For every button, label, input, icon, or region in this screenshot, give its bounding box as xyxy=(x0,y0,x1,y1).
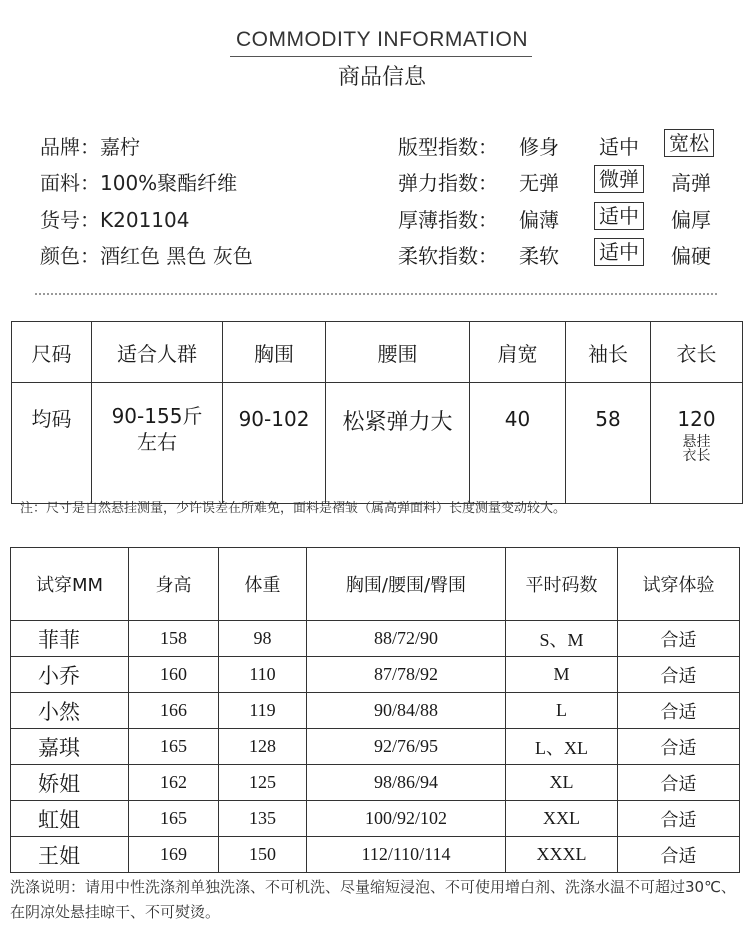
thickness-index-option: 偏薄 xyxy=(519,208,559,232)
fit-index xyxy=(398,131,728,161)
length-note: 悬挂 xyxy=(682,434,711,450)
table-row xyxy=(11,657,740,693)
model-name: 小然 xyxy=(11,693,129,729)
fit-index-option-selected: 宽松 xyxy=(664,129,714,157)
table-row xyxy=(11,765,740,801)
model-name: 嘉琪 xyxy=(11,729,129,765)
waist-cell: 松紧弹力大 xyxy=(326,383,470,504)
header-divider xyxy=(230,56,532,57)
usual-size-cell: S、M xyxy=(506,621,618,657)
fabric-info: 面料：100%聚酯纤维 xyxy=(40,171,238,195)
try-on-table-header xyxy=(11,548,740,621)
measurement-note: 注：尺寸是自然悬挂测量，少许误差在所难免，面料是褶皱（属高弹面料）长度测量变动较大。 xyxy=(20,501,567,516)
weight-cell: 135 xyxy=(219,801,307,837)
header-cell: 适合人群 xyxy=(92,322,223,383)
measure-cell: 88/72/90 xyxy=(307,621,506,657)
height-cell: 160 xyxy=(129,657,219,693)
measure-cell: 100/92/102 xyxy=(307,801,506,837)
softness-index xyxy=(398,240,728,270)
height-cell: 165 xyxy=(129,801,219,837)
weight-cell: 110 xyxy=(219,657,307,693)
length-value: 120 xyxy=(677,407,716,431)
header-cell: 尺码 xyxy=(12,322,92,383)
group-cell xyxy=(92,383,223,504)
usual-size-cell: XL xyxy=(506,765,618,801)
header-cell: 平时码数 xyxy=(506,548,618,621)
measure-cell: 98/86/94 xyxy=(307,765,506,801)
thickness-index-label: 厚薄指数： xyxy=(398,208,498,232)
header-cell: 腰围 xyxy=(326,322,470,383)
model-name: 菲菲 xyxy=(11,621,129,657)
size-cell: 均码 xyxy=(12,383,92,504)
table-row xyxy=(11,729,740,765)
try-on-table xyxy=(10,547,740,873)
header-cell: 试穿MM xyxy=(11,548,129,621)
weight-cell: 98 xyxy=(219,621,307,657)
model-name: 小乔 xyxy=(11,657,129,693)
washing-instructions: 洗涤说明：请用中性洗涤剂单独洗涤、不可机洗、尽量缩短浸泡、不可使用增白剂、洗涤水温不可超过30℃、在阴凉处悬挂晾干、不可熨烫。 xyxy=(10,878,736,921)
group-line: 90-155斤 xyxy=(111,404,203,428)
brand-info: 品牌：嘉柠 xyxy=(40,135,140,159)
thickness-index-option-selected: 适中 xyxy=(594,202,644,230)
experience-cell: 合适 xyxy=(618,657,740,693)
header-cell: 体重 xyxy=(219,548,307,621)
size-table-row xyxy=(12,383,743,504)
group-line: 左右 xyxy=(137,430,177,454)
header-title-cn: 商品信息 xyxy=(337,65,426,90)
weight-cell: 128 xyxy=(219,729,307,765)
size-table-header xyxy=(12,322,743,383)
model-name: 娇姐 xyxy=(11,765,129,801)
height-cell: 162 xyxy=(129,765,219,801)
model-name: 王姐 xyxy=(11,837,129,873)
table-row xyxy=(11,693,740,729)
experience-cell: 合适 xyxy=(618,765,740,801)
model-name: 虹姐 xyxy=(11,801,129,837)
length-cell xyxy=(651,383,743,504)
stretch-index xyxy=(398,167,728,197)
weight-cell: 125 xyxy=(219,765,307,801)
header-title-en: COMMODITY INFORMATION xyxy=(235,28,529,51)
thickness-index xyxy=(398,204,728,234)
length-note: 衣长 xyxy=(682,448,711,464)
experience-cell: 合适 xyxy=(618,801,740,837)
height-cell: 165 xyxy=(129,729,219,765)
softness-index-option: 偏硬 xyxy=(671,244,711,268)
usual-size-cell: L、XL xyxy=(506,729,618,765)
usual-size-cell: M xyxy=(506,657,618,693)
measure-cell: 90/84/88 xyxy=(307,693,506,729)
height-cell: 169 xyxy=(129,837,219,873)
table-row xyxy=(11,621,740,657)
header-cell: 试穿体验 xyxy=(618,548,740,621)
experience-cell: 合适 xyxy=(618,729,740,765)
measure-cell: 92/76/95 xyxy=(307,729,506,765)
chest-cell: 90-102 xyxy=(223,383,326,504)
height-cell: 166 xyxy=(129,693,219,729)
color-info: 颜色：酒红色 黑色 灰色 xyxy=(40,244,253,268)
measure-cell: 112/110/114 xyxy=(307,837,506,873)
weight-cell: 150 xyxy=(219,837,307,873)
fit-index-option: 适中 xyxy=(599,135,639,159)
stretch-index-label: 弹力指数： xyxy=(398,171,498,195)
dotted-divider xyxy=(35,293,717,295)
experience-cell: 合适 xyxy=(618,693,740,729)
shoulder-cell: 40 xyxy=(470,383,566,504)
softness-index-option-selected: 适中 xyxy=(594,238,644,266)
measure-cell: 87/78/92 xyxy=(307,657,506,693)
stretch-index-option: 高弹 xyxy=(671,171,711,195)
fit-index-option: 修身 xyxy=(519,135,559,159)
softness-index-label: 柔软指数： xyxy=(398,244,498,268)
experience-cell: 合适 xyxy=(618,621,740,657)
height-cell: 158 xyxy=(129,621,219,657)
stretch-index-option: 无弹 xyxy=(519,171,559,195)
header-cell: 袖长 xyxy=(566,322,651,383)
sleeve-cell: 58 xyxy=(566,383,651,504)
experience-cell: 合适 xyxy=(618,837,740,873)
header-cell: 胸围 xyxy=(223,322,326,383)
usual-size-cell: XXXL xyxy=(506,837,618,873)
usual-size-cell: XXL xyxy=(506,801,618,837)
header-cell: 肩宽 xyxy=(470,322,566,383)
stretch-index-option-selected: 微弹 xyxy=(594,165,644,193)
size-table xyxy=(11,321,743,504)
header-cell: 身高 xyxy=(129,548,219,621)
softness-index-option: 柔软 xyxy=(519,244,559,268)
usual-size-cell: L xyxy=(506,693,618,729)
header-cell: 衣长 xyxy=(651,322,743,383)
sku-info: 货号：K201104 xyxy=(40,208,190,232)
table-row xyxy=(11,801,740,837)
table-row xyxy=(11,837,740,873)
fit-index-label: 版型指数： xyxy=(398,135,498,159)
weight-cell: 119 xyxy=(219,693,307,729)
thickness-index-option: 偏厚 xyxy=(671,208,711,232)
header-cell: 胸围/腰围/臀围 xyxy=(307,548,506,621)
